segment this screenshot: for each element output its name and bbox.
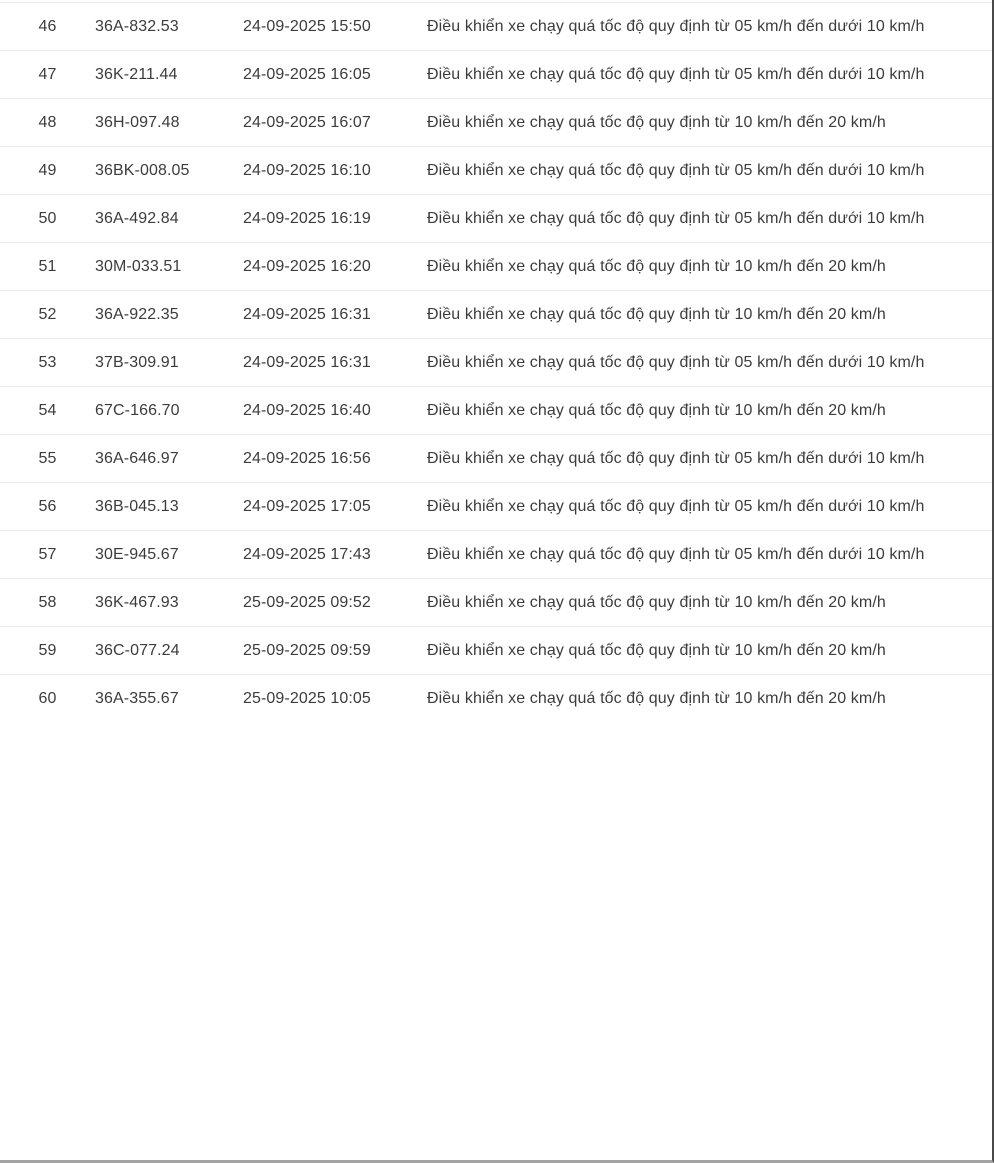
license-plate-cell: 36A-355.67 [95, 690, 179, 707]
violation-time-cell: 24-09-2025 17:43 [243, 546, 371, 563]
license-plate-cell: 37B-309.91 [95, 354, 179, 371]
row-number-cell: 50 [38, 210, 57, 227]
violation-time-cell: 25-09-2025 10:05 [243, 690, 371, 707]
table-row [0, 243, 992, 291]
violation-time-cell: 24-09-2025 16:10 [243, 162, 371, 179]
violation-description-cell: Điều khiển xe chạy quá tốc độ quy định từ 10 km/h đến 20 km/h [427, 690, 886, 707]
violation-time-cell: 24-09-2025 16:20 [243, 258, 371, 275]
table-row [0, 147, 992, 195]
violations-table [0, 2, 992, 722]
row-number-cell: 54 [38, 402, 57, 419]
row-number-cell: 53 [38, 354, 57, 371]
violation-description-cell: Điều khiển xe chạy quá tốc độ quy định từ 05 km/h đến dưới 10 km/h [427, 162, 925, 179]
row-number-cell: 52 [38, 306, 57, 323]
row-number-cell: 47 [38, 66, 57, 83]
violation-description-cell: Điều khiển xe chạy quá tốc độ quy định từ 10 km/h đến 20 km/h [427, 306, 886, 323]
violation-time-cell: 24-09-2025 16:19 [243, 210, 371, 227]
violation-description-cell: Điều khiển xe chạy quá tốc độ quy định từ 10 km/h đến 20 km/h [427, 642, 886, 659]
violation-description-cell: Điều khiển xe chạy quá tốc độ quy định từ 10 km/h đến 20 km/h [427, 402, 886, 419]
table-row [0, 531, 992, 579]
violation-time-cell: 24-09-2025 16:31 [243, 306, 371, 323]
table-row [0, 387, 992, 435]
license-plate-cell: 67C-166.70 [95, 402, 180, 419]
row-number-cell: 51 [38, 258, 57, 275]
violation-description-cell: Điều khiển xe chạy quá tốc độ quy định từ 05 km/h đến dưới 10 km/h [427, 546, 925, 563]
violation-description-cell: Điều khiển xe chạy quá tốc độ quy định từ 05 km/h đến dưới 10 km/h [427, 354, 925, 371]
row-number-cell: 49 [38, 162, 57, 179]
violation-description-cell: Điều khiển xe chạy quá tốc độ quy định từ 05 km/h đến dưới 10 km/h [427, 210, 925, 227]
violation-time-cell: 24-09-2025 16:40 [243, 402, 371, 419]
violation-description-cell: Điều khiển xe chạy quá tốc độ quy định từ 10 km/h đến 20 km/h [427, 114, 886, 131]
table-row [0, 291, 992, 339]
table-row [0, 339, 992, 387]
table-row [0, 627, 992, 675]
violation-description-cell: Điều khiển xe chạy quá tốc độ quy định từ 05 km/h đến dưới 10 km/h [427, 18, 925, 35]
table-row [0, 675, 992, 723]
table-row [0, 579, 992, 627]
violation-time-cell: 25-09-2025 09:59 [243, 642, 371, 659]
license-plate-cell: 36B-045.13 [95, 498, 179, 515]
table-row [0, 195, 992, 243]
table-row [0, 51, 992, 99]
violation-time-cell: 24-09-2025 17:05 [243, 498, 371, 515]
violation-description-cell: Điều khiển xe chạy quá tốc độ quy định từ 05 km/h đến dưới 10 km/h [427, 498, 925, 515]
row-number-cell: 60 [38, 690, 57, 707]
violation-description-cell: Điều khiển xe chạy quá tốc độ quy định từ 10 km/h đến 20 km/h [427, 258, 886, 275]
violation-time-cell: 24-09-2025 16:07 [243, 114, 371, 131]
license-plate-cell: 36A-832.53 [95, 18, 179, 35]
table-row [0, 3, 992, 51]
violation-time-cell: 24-09-2025 16:56 [243, 450, 371, 467]
violations-table-body [0, 3, 992, 723]
license-plate-cell: 36K-211.44 [95, 66, 178, 83]
license-plate-cell: 36A-922.35 [95, 306, 179, 323]
table-row [0, 99, 992, 147]
violation-time-cell: 24-09-2025 16:31 [243, 354, 371, 371]
row-number-cell: 56 [38, 498, 57, 515]
violation-description-cell: Điều khiển xe chạy quá tốc độ quy định từ 10 km/h đến 20 km/h [427, 594, 886, 611]
license-plate-cell: 36C-077.24 [95, 642, 180, 659]
violation-time-cell: 25-09-2025 09:52 [243, 594, 371, 611]
row-number-cell: 58 [38, 594, 57, 611]
license-plate-cell: 36A-492.84 [95, 210, 179, 227]
violation-description-cell: Điều khiển xe chạy quá tốc độ quy định từ 05 km/h đến dưới 10 km/h [427, 450, 925, 467]
violation-time-cell: 24-09-2025 16:05 [243, 66, 371, 83]
row-number-cell: 46 [38, 18, 57, 35]
license-plate-cell: 36BK-008.05 [95, 162, 190, 179]
row-number-cell: 55 [38, 450, 57, 467]
license-plate-cell: 36A-646.97 [95, 450, 179, 467]
row-number-cell: 59 [38, 642, 57, 659]
license-plate-cell: 36H-097.48 [95, 114, 180, 131]
row-number-cell: 57 [38, 546, 57, 563]
violation-description-cell: Điều khiển xe chạy quá tốc độ quy định từ 05 km/h đến dưới 10 km/h [427, 66, 925, 83]
license-plate-cell: 30M-033.51 [95, 258, 182, 275]
violation-time-cell: 24-09-2025 15:50 [243, 18, 371, 35]
license-plate-cell: 30E-945.67 [95, 546, 179, 563]
license-plate-cell: 36K-467.93 [95, 594, 179, 611]
table-row [0, 483, 992, 531]
table-row [0, 435, 992, 483]
row-number-cell: 48 [38, 114, 57, 131]
